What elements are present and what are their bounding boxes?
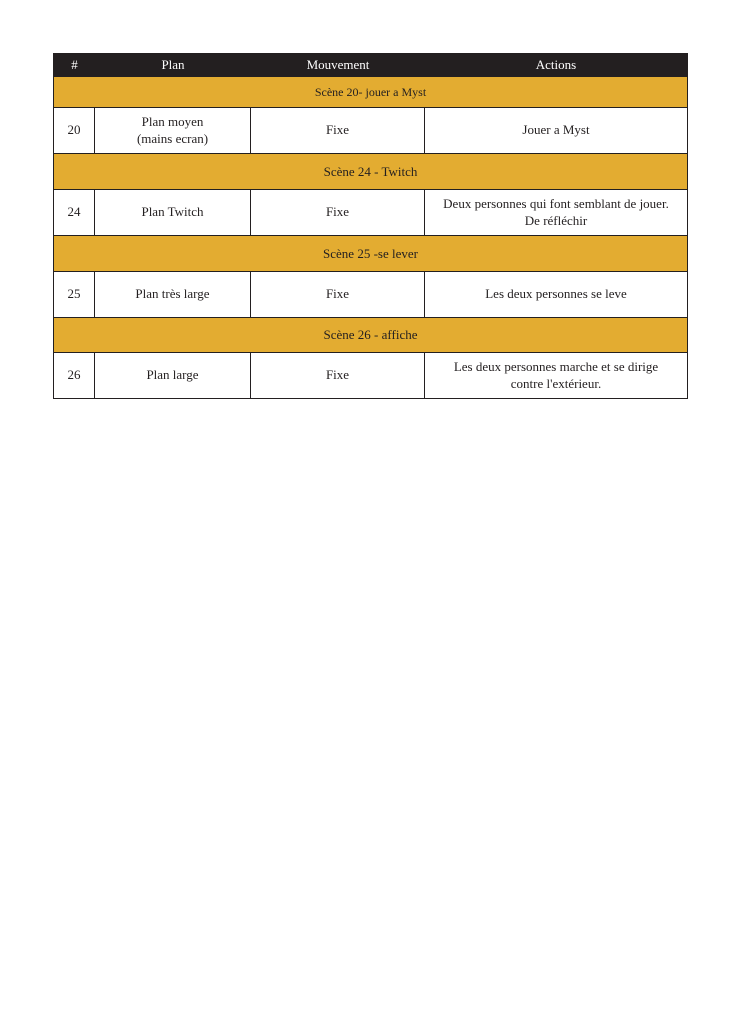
scene-heading <box>54 235 687 272</box>
action-line: De réfléchir <box>524 212 588 228</box>
shot-number: 20 <box>54 108 95 153</box>
shot-plan <box>95 190 251 235</box>
shot-mouvement: Fixe <box>251 353 425 398</box>
header-actions: Actions <box>535 57 577 73</box>
scene-heading <box>54 317 687 353</box>
scene-title: Scène 20- jouer a Myst <box>314 84 427 99</box>
header-mouvement: Mouvement <box>306 57 370 73</box>
plan-line: Plan Twitch <box>141 204 204 220</box>
shot-action <box>425 353 687 398</box>
table-row <box>54 108 687 153</box>
table-header <box>54 54 687 77</box>
plan-line: Plan très large <box>135 286 210 302</box>
table-row <box>54 190 687 235</box>
table-row <box>54 353 687 398</box>
scene-title: Scène 26 - affiche <box>323 327 418 342</box>
plan-line: (mains ecran) <box>136 130 209 146</box>
action-line: Deux personnes qui font semblant de jouer. <box>443 195 669 211</box>
action-line: contre l'extérieur. <box>510 375 602 391</box>
shot-plan <box>95 353 251 398</box>
shot-plan <box>95 272 251 317</box>
shot-action <box>425 108 687 153</box>
shot-number: 26 <box>54 353 95 398</box>
shot-mouvement: Fixe <box>251 108 425 153</box>
action-line: Les deux personnes se leve <box>485 286 627 302</box>
shot-number: 25 <box>54 272 95 317</box>
action-line: Jouer a Myst <box>522 122 590 138</box>
shot-number: 24 <box>54 190 95 235</box>
shot-action <box>425 190 687 235</box>
plan-line: Plan large <box>146 367 199 383</box>
shot-mouvement: Fixe <box>251 190 425 235</box>
shot-plan <box>95 108 251 153</box>
scene-heading <box>54 153 687 190</box>
shot-mouvement: Fixe <box>251 272 425 317</box>
plan-line: Plan moyen <box>141 113 204 129</box>
shot-list-table <box>53 53 688 399</box>
action-line: Les deux personnes marche et se dirige <box>453 358 659 374</box>
header-num: # <box>71 57 78 73</box>
shot-action <box>425 272 687 317</box>
header-plan: Plan <box>161 57 185 73</box>
scene-heading <box>54 77 687 108</box>
table-row <box>54 272 687 317</box>
scene-title: Scène 24 - Twitch <box>323 163 418 179</box>
scene-title: Scène 25 -se lever <box>323 245 418 261</box>
